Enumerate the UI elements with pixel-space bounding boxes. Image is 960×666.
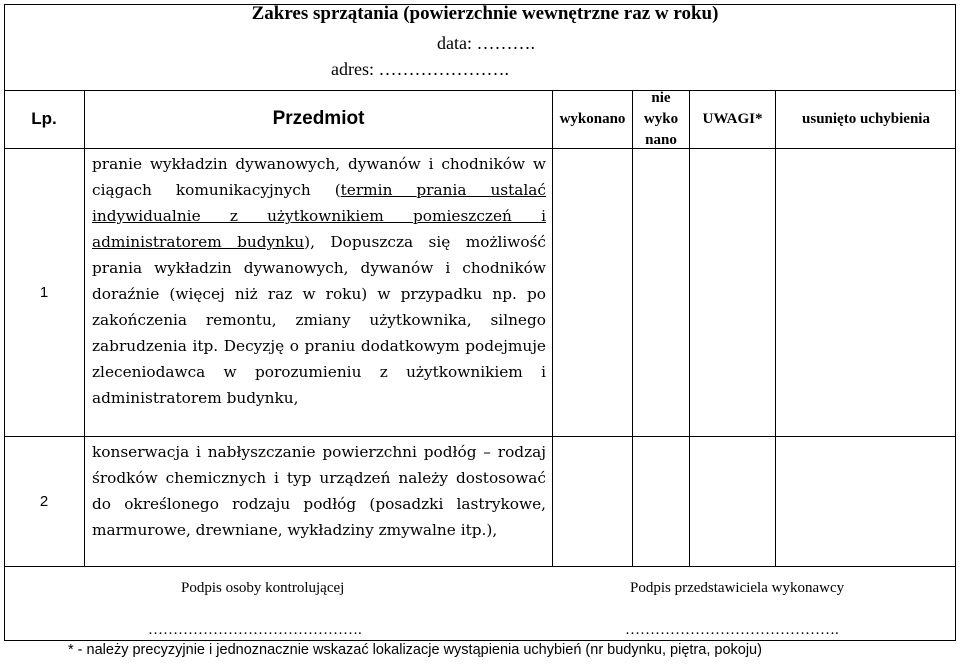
document-title: Zakres sprzątania (powierzchnie wewnętrzne raz w roku) [251,3,719,24]
column-divider [632,90,633,566]
column-header-subject: Przedmiot [272,108,365,129]
column-header-lp: Lp. [31,109,57,128]
row-description: pranie wykładzin dywanowych, dywanów i chodników w ciągach komunikacyjnych (termin prania ustalać indywidualnie z użytkownikiem pomieszczeń i administratorem budynku), Dopuszcza się możliwość prania wykładzin dywanowych, dywanów i chodników doraźnie (więcej niż raz w roku) w przypadku np. po zakończenia remontu, zmiany użytkownika, silnego zabrudzenia itp. Decyzję o praniu dodatkowym podejmuje zleceniodawca w porozumieniu z użytkownikiem i administratorem budynku, [92,155,547,407]
row-number: 1 [39,284,49,301]
inspector-signature-line: ……………………………………. [148,622,362,638]
column-divider [689,90,690,566]
inspector-signature-label: Podpis osoby kontrolującej [181,580,345,596]
column-header-not-done: nie wyko nano [643,89,679,148]
contractor-signature-label: Podpis przedstawiciela wykonawcy [630,580,845,596]
column-header-remarks: UWAGI* [702,110,763,127]
underlined-note: termin prania ustalać indywidualnie z użytkownikiem pomieszczeń i administratorem budynku [92,181,546,251]
date-line: data: ………. [437,33,535,53]
column-header-done: wykonano [559,110,626,127]
row-number: 2 [39,493,49,510]
table-bottom-border [4,566,956,567]
column-divider [84,90,85,566]
column-header-fixed: usunięto uchybienia [802,110,930,127]
column-divider [552,90,553,566]
column-divider [775,90,776,566]
row-description: konserwacja i nabłyszczanie powierzchni podłóg – rodzaj środków chemicznych i typ urządzeń należy dostosować do określonego rodzaju podłóg (posadzki lastrykowe, marmurowe, drewniane, wykładziny zmywalne itp.), [92,443,546,539]
address-line: adres: …………………. [331,59,509,79]
contractor-signature-line: ……………………………………. [625,622,839,638]
footnote: * - należy precyzyjnie i jednoznacznie wskazać lokalizacje wystąpienia uchybień (nr budynku, piętra, pokoju) [68,642,762,658]
header-row-divider [4,148,956,149]
row-divider [4,436,956,437]
